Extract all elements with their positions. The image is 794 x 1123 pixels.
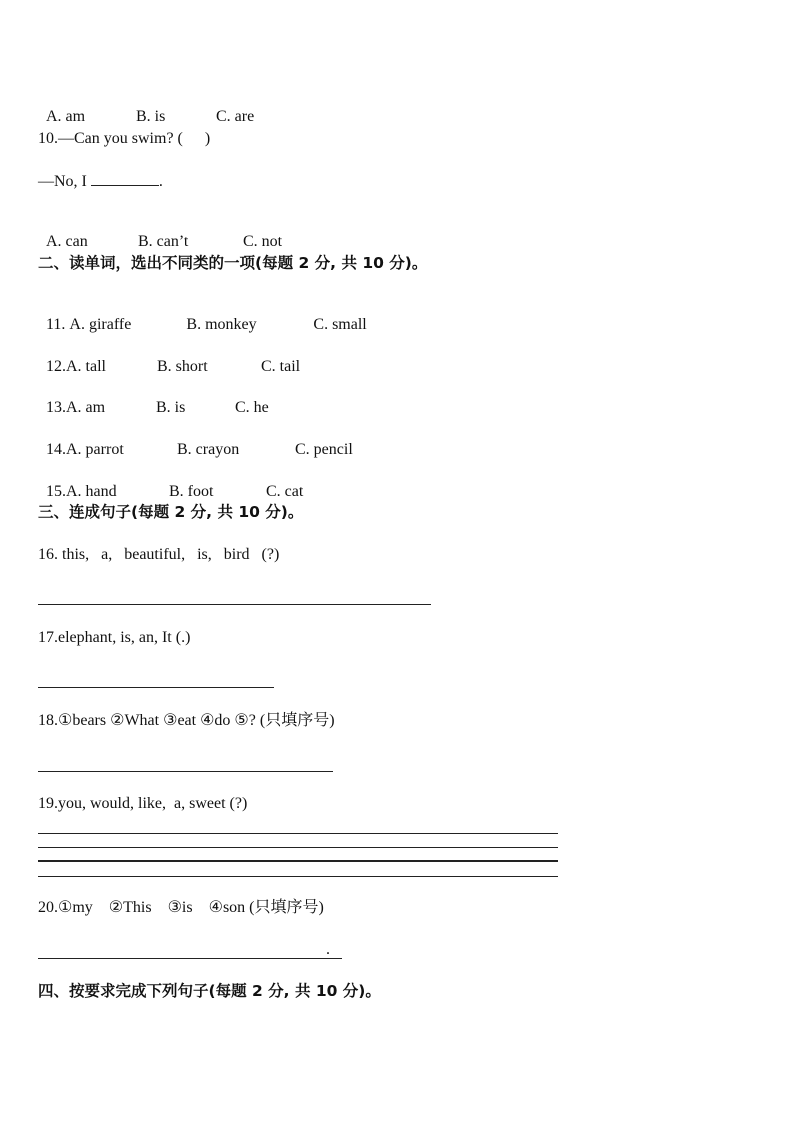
q19-answer-line-1[interactable]	[38, 833, 558, 834]
q13-line	[38, 378, 269, 418]
q19-answer-line-2[interactable]	[38, 847, 558, 848]
q15-option-a: A. hand	[66, 483, 117, 500]
q13-option-c: C. he	[235, 399, 269, 416]
q17-answer-line[interactable]	[38, 687, 274, 688]
q19-answer-line-3[interactable]	[38, 860, 558, 862]
q9-option-b: B. is	[136, 108, 166, 125]
q15-line	[38, 462, 303, 502]
q12-option-c: C. tail	[261, 358, 301, 375]
q14-option-c: C. pencil	[295, 441, 353, 458]
section3-heading: 三、连成句子(每题 2 分, 共 10 分)。	[38, 503, 304, 521]
q20-answer-end: .	[326, 941, 330, 958]
q12-option-a: A. tall	[66, 358, 106, 375]
q10-question-text: 10.—Can you swim? (	[38, 130, 183, 147]
q18-text: 18.①bears ②What ③eat ④do ⑤? (只填序号)	[38, 712, 335, 729]
q10-answer-line	[38, 171, 163, 192]
q10-question	[38, 129, 210, 149]
q16-answer-line[interactable]	[38, 604, 431, 605]
q10-answer-prefix: —No, I	[38, 173, 91, 190]
q10-paren-close: )	[204, 130, 211, 147]
q15-number: 15.	[46, 483, 66, 500]
q10-option-b: B. can’t	[138, 233, 189, 250]
q12-line	[38, 337, 300, 377]
q11-option-b: B. monkey	[186, 316, 257, 333]
q15-option-c: C. cat	[266, 483, 304, 500]
q11-option-c: C. small	[313, 316, 367, 333]
q11-line	[38, 295, 367, 335]
q13-number: 13.	[46, 399, 66, 416]
q10-option-c: C. not	[243, 233, 283, 250]
q11-number: 11.	[46, 316, 70, 333]
q10-options	[38, 212, 282, 252]
q14-option-a: A. parrot	[66, 441, 124, 458]
section4-heading: 四、按要求完成下列句子(每题 2 分, 共 10 分)。	[38, 982, 381, 1000]
q17-text: 17.elephant, is, an, It (.)	[38, 629, 191, 646]
q14-number: 14.	[46, 441, 66, 458]
q9-option-c: C. are	[216, 108, 255, 125]
q10-answer-end: .	[158, 173, 163, 190]
q10-option-a: A. can	[46, 233, 88, 250]
q13-option-a: A. am	[66, 399, 106, 416]
q20-answer-line[interactable]	[38, 958, 342, 959]
q19-answer-line-4[interactable]	[38, 876, 558, 877]
q12-option-b: B. short	[157, 358, 208, 375]
section2-heading: 二、读单词，选出不同类的一项(每题 2 分, 共 10 分)。	[38, 254, 428, 272]
q10-answer-blank[interactable]	[91, 171, 159, 186]
q13-option-b: B. is	[156, 399, 186, 416]
q16-text: 16. this, a, beautiful, is, bird (?)	[38, 546, 280, 563]
q20-text: 20.①my ②This ③is ④son (只填序号)	[38, 899, 324, 916]
q11-option-a: A. giraffe	[69, 316, 132, 333]
q19-text: 19.you, would, like, a, sweet (?)	[38, 795, 248, 812]
q15-option-b: B. foot	[169, 483, 214, 500]
q14-line	[38, 420, 353, 460]
q9-option-a: A. am	[46, 108, 86, 125]
q12-number: 12.	[46, 358, 66, 375]
q9-options	[38, 87, 254, 127]
q18-answer-line[interactable]	[38, 771, 333, 772]
q14-option-b: B. crayon	[177, 441, 240, 458]
